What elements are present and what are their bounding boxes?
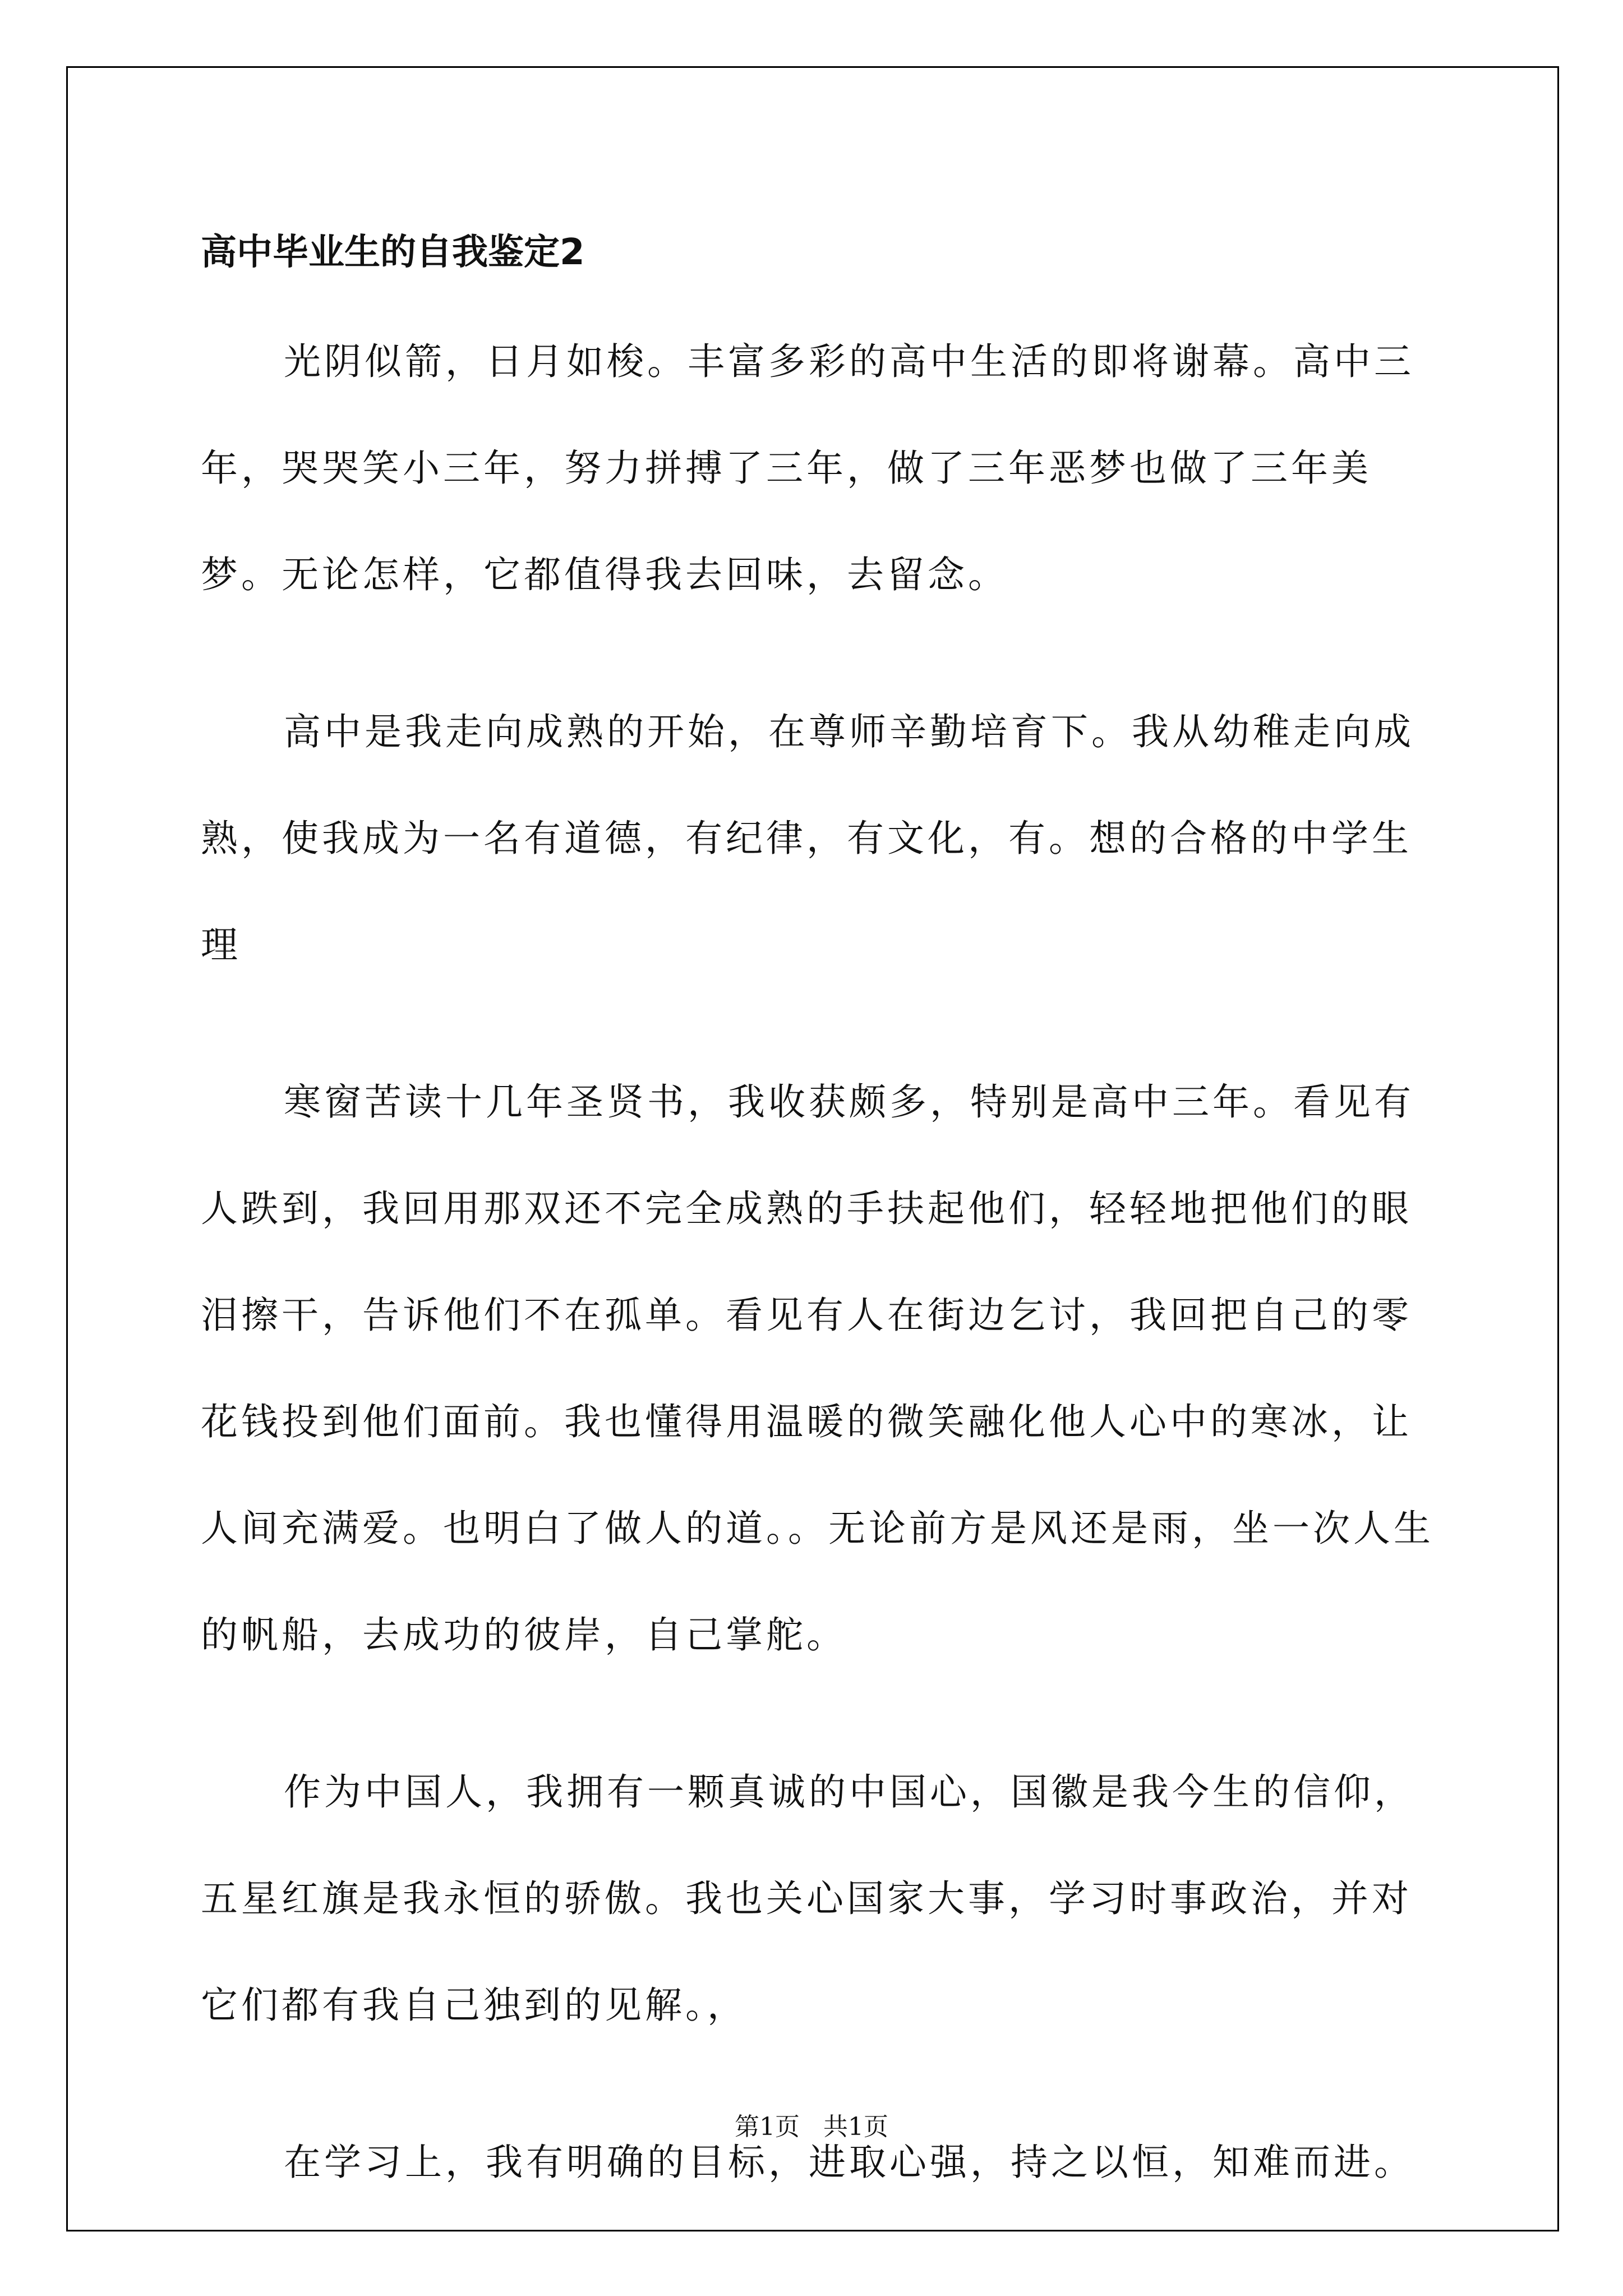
paragraph-3: 寒窗苦读十几年圣贤书，我收获颇多，特别是高中三年。看见有人跌到，我回用那双还不完全成熟的手扶起他们，轻轻地把他们的眼泪擦干，告诉他们不在孤单。看见有人在街边乞讨，我回把自己的零花钱投到他们面前。我也懂得用温暖的微笑融化他人心中的寒冰，让人间充满爱。也明白了做人的道。。无论前方是风还是雨，坐一次人生的帆船，去成功的彼岸，自己掌舵。 (201, 1080, 1434, 1657)
paragraph-5: 在学习上，我有明确的目标，进取心强，持之以恒，知难而进。 (284, 2141, 1414, 2184)
paragraph-4: 作为中国人，我拥有一颗真诚的中国心，国徽是我今生的信仰，五星红旗是我永恒的骄傲。我也关心国家大事，学习时事政治，并对它们都有我自己独到的见解。， (201, 1770, 1414, 2027)
document-body (201, 224, 1435, 2216)
document-title: 高中毕业生的自我鉴定2 (201, 232, 585, 273)
paragraph-1: 光阴似箭，日月如梭。丰富多彩的高中生活的即将谢幕。高中三年，哭哭笑小三年，努力拼搏了三年，做了三年恶梦也做了三年美梦。无论怎样，它都值得我去回味，去留念。 (201, 340, 1414, 596)
page-footer: 第1页 共1页 (735, 2113, 888, 2141)
paragraph-2: 高中是我走向成熟的开始，在尊师辛勤培育下。我从幼稚走向成熟，使我成为一名有道德，有纪律，有文化，有。想的合格的中学生理 (201, 710, 1414, 967)
